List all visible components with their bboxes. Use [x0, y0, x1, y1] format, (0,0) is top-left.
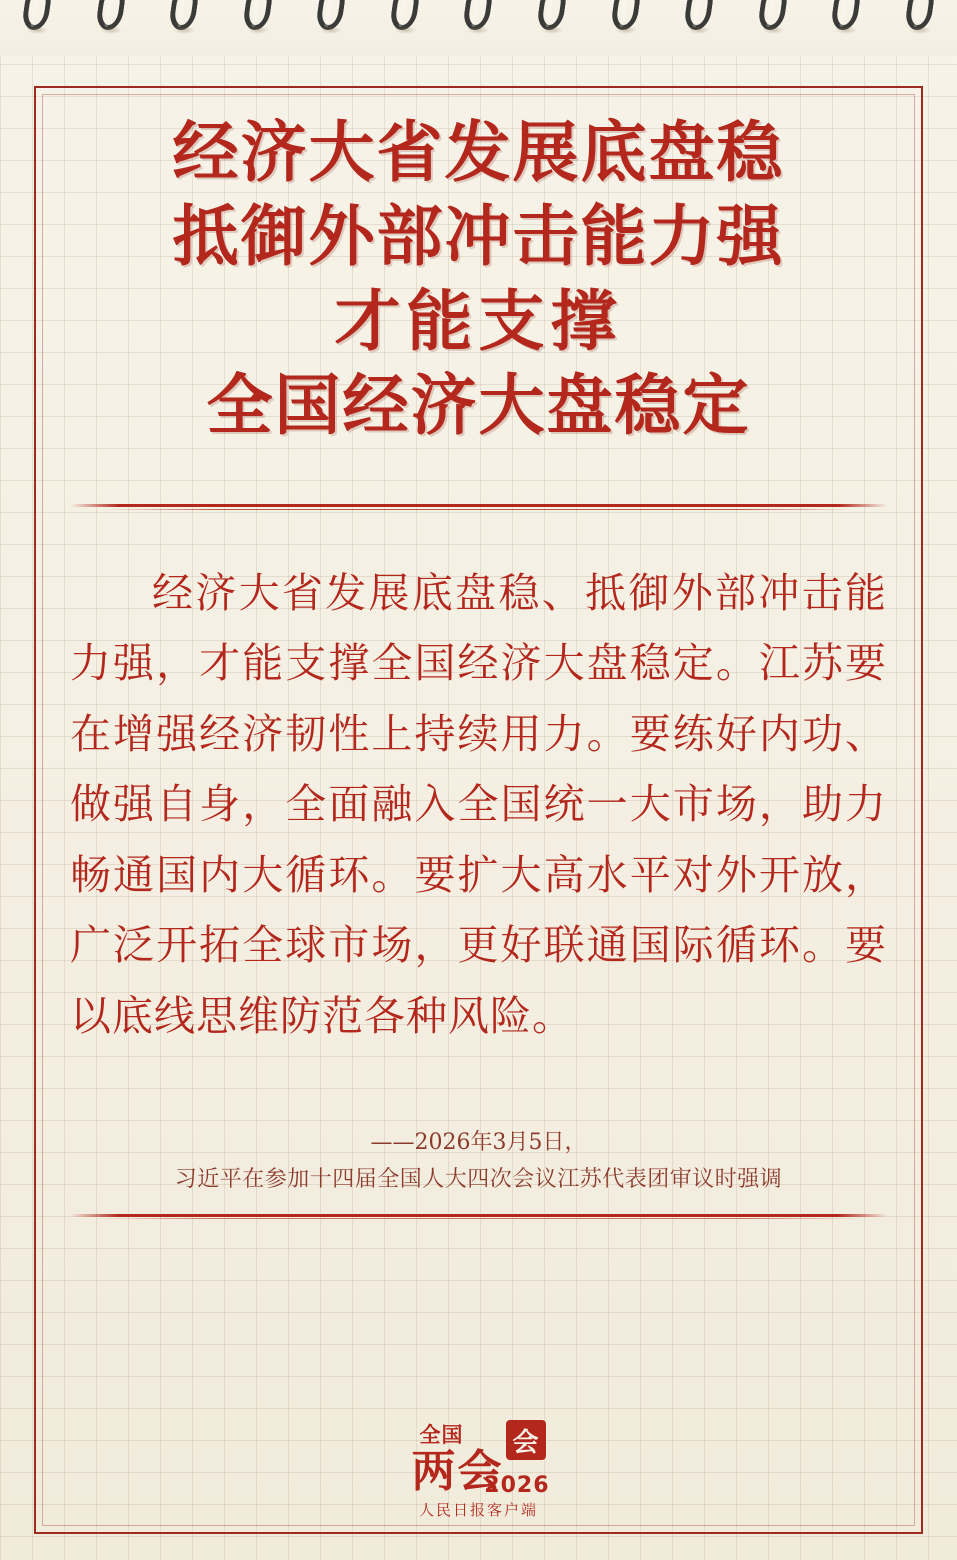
headline-line-4: 全国经济大盘稳定	[206, 366, 751, 445]
emblem-year: 2026	[484, 1473, 550, 1498]
binding-ring-icon	[758, 0, 788, 32]
title-divider	[70, 504, 887, 510]
quote-body: 经济大省发展底盘稳、抵御外部冲击能力强，才能支撑全国经济大盘稳定。江苏要在增强经济韧性上持续用力。要练好内功、做强自身，全面融入全国统一大市场，助力畅通国内大循环。要扩大高水平对外开放，广泛开拓全球市场，更好联通国际循环。要以底线思维防范各种风险。	[70, 568, 887, 1040]
binding-ring-icon	[96, 0, 126, 32]
emblem-art	[404, 1424, 554, 1520]
binding-ring-icon	[463, 0, 493, 32]
binding-ring-icon	[537, 0, 567, 32]
binding-ring-icon	[611, 0, 641, 32]
binding-ring-icon	[390, 0, 420, 32]
binding-ring-icon	[316, 0, 346, 32]
binding-ring-icon	[169, 0, 199, 32]
binding-ring-icon	[22, 0, 52, 32]
binding-ring-icon	[684, 0, 714, 32]
emblem-seal-icon: 会	[506, 1420, 546, 1460]
spiral-binding	[0, 0, 957, 56]
footer-divider	[70, 1214, 887, 1219]
headline-line-1: 经济大省发展底盘稳	[172, 113, 785, 191]
emblem-main-text: 两会	[411, 1446, 504, 1497]
emblem	[0, 1424, 957, 1520]
attribution-date: ——2026年3月5日，	[370, 1130, 587, 1156]
poster-content	[70, 110, 887, 1219]
attribution-source: 习近平在参加十四届全国人大四次会议江苏代表团审议时强调	[174, 1166, 783, 1192]
emblem-source-label: 人民日报客户端	[418, 1501, 538, 1519]
headline-line-3: 才能支撑	[334, 281, 623, 360]
binding-ring-icon	[905, 0, 935, 32]
headline-line-2: 抵御外部冲击能力强	[172, 197, 785, 276]
binding-ring-icon	[831, 0, 861, 32]
binding-ring-icon	[243, 0, 273, 32]
attribution	[70, 1125, 887, 1198]
page-title	[70, 110, 887, 448]
emblem-top-text: 全国	[419, 1422, 464, 1447]
